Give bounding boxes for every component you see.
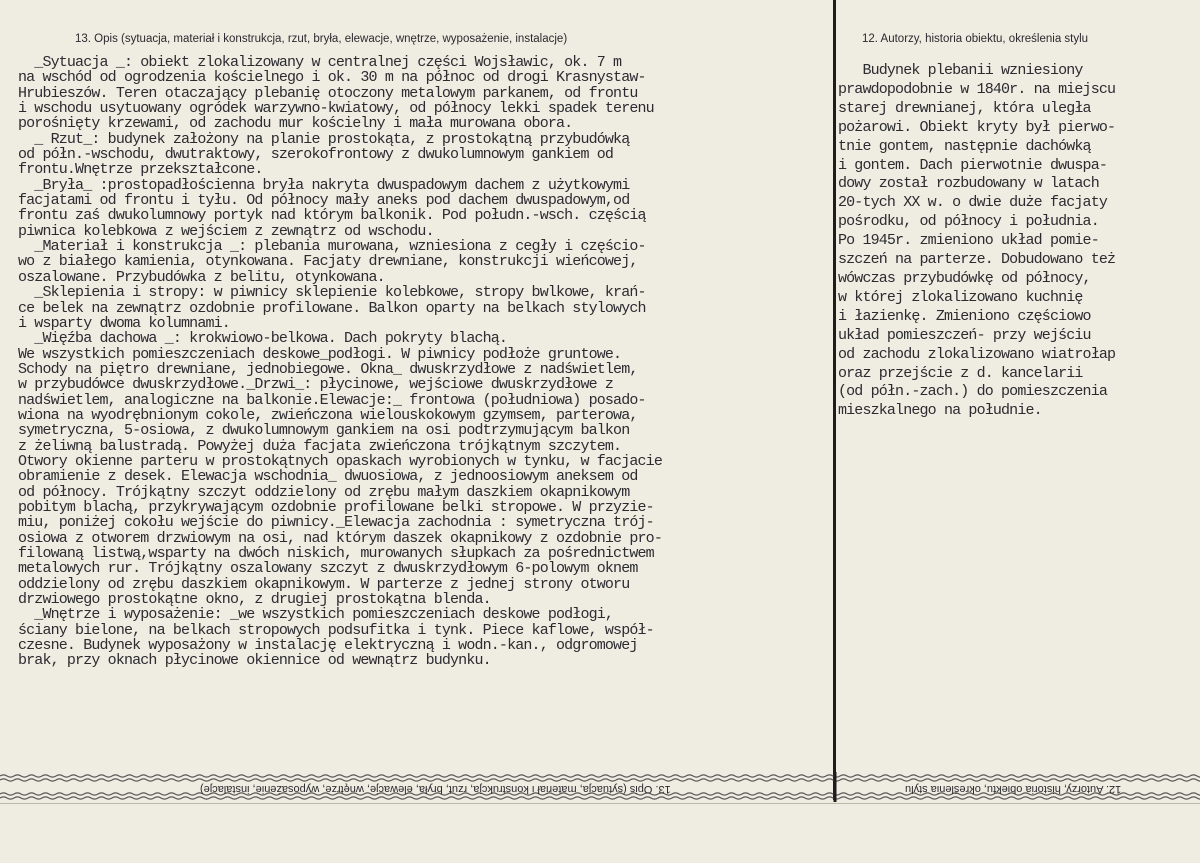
history-line: w której zlokalizowano kuchnię bbox=[838, 288, 1083, 306]
description-line: We wszystkich pomieszczeniach deskowe_podłogi. W piwnicy podłoże gruntowe. bbox=[18, 345, 622, 363]
history-text bbox=[838, 62, 1115, 421]
description-line: oszalowane. Przybudówka z belitu, otynkowana. bbox=[18, 268, 385, 286]
section-12-heading: 12. Autorzy, historia obiektu, określenia stylu bbox=[862, 33, 1089, 45]
history-line: szczeń na parterze. Dobudowano też bbox=[838, 251, 1116, 269]
description-line: porośnięty krzewami, od zachodu mur kościelny i mała murowana obora. bbox=[18, 115, 573, 133]
description-line: _ Rzut_: budynek założony na planie prostokąta, z prostokątną przybudówką bbox=[18, 130, 630, 148]
history-line: mieszkalnego na południe. bbox=[838, 402, 1042, 420]
description-line: wiona na wyodrębnionym cokole, zwieńczona wielouskokowym gzymsem, parterowa, bbox=[18, 406, 638, 424]
history-line: 20-tych XX w. o dwie duże facjaty bbox=[838, 194, 1107, 212]
description-line: frontu.Wnętrze przekształcone. bbox=[18, 161, 263, 179]
history-line: starej drewnianej, która uległa bbox=[838, 99, 1091, 117]
history-line: (od półn.-zach.) do pomieszczenia bbox=[838, 383, 1107, 401]
description-line: _Sklepienia i stropy: w piwnicy sklepienie kolebkowe, stropy bwlkowe, krań- bbox=[18, 284, 646, 302]
description-line: _Sytuacja _: obiekt zlokalizowany w centralnej części Wojsławic, ok. 7 m bbox=[18, 54, 622, 71]
description-line: Schody na piętro drewniane, jednobiegowe. Okna_ dwuskrzydłowe z nadświetlem, bbox=[18, 360, 638, 378]
history-line: oraz przejście z d. kancelarii bbox=[838, 364, 1083, 382]
bottom-rule bbox=[0, 803, 1200, 804]
history-line: pożarowi. Obiekt kryty był pierwo- bbox=[838, 118, 1116, 136]
description-line: na wschód od ogrodzenia kościelnego i ok. 30 m na północ od drogi Krasnystaw- bbox=[18, 69, 646, 87]
description-line: facjatami od frontu i tyłu. Od północy mały aneks pod dachem dwuspadowym,od bbox=[18, 192, 630, 210]
history-line: tnie gontem, następnie dachówką bbox=[838, 137, 1091, 155]
footer-section-12-mirrored: 12. Autorzy, historia obiektu, określenia stylu bbox=[905, 783, 1122, 795]
description-line: z żeliwną balustradą. Powyżej duża facjata zwieńczona trójkątnym szczytem. bbox=[18, 437, 622, 455]
column-divider bbox=[833, 0, 836, 800]
section-13-heading: 13. Opis (sytuacja, materiał i konstrukcja, rzut, bryła, elewacje, wnętrze, wyposażenie, instalacje) bbox=[75, 33, 568, 45]
description-line: miu, poniżej cokołu wejście do piwnicy._Elewacja zachodnia : symetryczna trój- bbox=[18, 514, 654, 532]
history-line: i łazienkę. Zmieniono częściowo bbox=[838, 307, 1091, 325]
history-line: wówczas przybudówkę od północy, bbox=[838, 269, 1091, 287]
description-line: metalowych rur. Trójkątny oszalowany szczyt z dwuskrzydłowym 6-polowym oknem bbox=[18, 560, 638, 578]
description-line: czesne. Budynek wyposażony w instalację elektryczną i wodn.-kan., odgromowej bbox=[18, 637, 638, 655]
history-line: i gontem. Dach pierwotnie dwuspa- bbox=[838, 156, 1107, 174]
description-line: i wschodu usytuowany ogródek warzywno-kwiatowy, od północy lekki spadek terenu bbox=[18, 100, 654, 118]
description-line: piwnica kolebkowa z wejściem z zewnątrz od wschodu. bbox=[18, 222, 434, 240]
history-line: dowy został rozbudowany w latach bbox=[838, 175, 1099, 193]
description-line: wo z białego kamienia, otynkowana. Facjaty drewniane, konstrukcji wieńcowej, bbox=[18, 253, 638, 271]
description-line: ściany bielone, na belkach stropowych podsufitka i tynk. Piece kaflowe, współ- bbox=[18, 621, 654, 639]
description-line: brak, przy oknach płycinowe okiennice od wewnątrz budynku. bbox=[18, 652, 491, 670]
description-line: _Bryła_ :prostopadłościenna bryła nakryta dwuspadowym dachem z użytkowymi bbox=[18, 176, 630, 194]
description-line: Otwory okienne parteru w prostokątnych opaskach wyrobionych w tynku, w facjacie bbox=[18, 452, 662, 470]
footer-section-13-mirrored: 13. Opis (sytuacja, materiał i konstrukcja, rzut, bryła, elewacje, wnętrze, wyposażenie, instalacje) bbox=[200, 783, 671, 795]
history-line: pośrodku, od północy i południa. bbox=[838, 213, 1099, 231]
description-line: _Wnętrze i wyposażenie: _we wszystkich pomieszczeniach deskowe podłogi, bbox=[18, 606, 614, 624]
description-line: drzwiowego prostokątne okno, z drugiej prostokątna blenda. bbox=[18, 591, 491, 609]
description-line: w przybudówce dwuskrzydłowe._Drzwi_: płycinowe, wejściowe dwuskrzydłowe z bbox=[18, 376, 614, 394]
description-line: obramienie z desek. Elewacja wschodnia_ dwuosiowa, z jednoosiowym aneksem od bbox=[18, 468, 638, 486]
description-text bbox=[18, 55, 662, 669]
description-line: _Więźba dachowa _: krokwiowo-belkowa. Dach pokryty blachą. bbox=[18, 330, 508, 348]
description-line: ce belek na zewnątrz ozdobnie profilowane. Balkon oparty na belkach stylowych bbox=[18, 299, 646, 317]
description-line: nadświetlem, analogiczne na balkonie.Elewacje:_ frontowa (południowa) posado- bbox=[18, 391, 646, 409]
description-line: i wsparty dwoma kolumnami. bbox=[18, 314, 230, 332]
description-line: oddzielony od zrębu daszkiem okapnikowym. W parterze z jednej strony otworu bbox=[18, 575, 630, 593]
history-line: od zachodu zlokalizowano wiatrołap bbox=[838, 345, 1116, 363]
history-line: Budynek plebanii wzniesiony bbox=[838, 62, 1083, 79]
description-line: filowaną listwą,wsparty na dwóch niskich, murowanych słupkach za pośrednictwem bbox=[18, 545, 654, 562]
history-line: prawdopodobnie w 1840r. na miejscu bbox=[838, 80, 1116, 98]
description-line: osiowa z otworem drzwiowym na osi, nad którym daszek okapnikowy z ozdobnie pro- bbox=[18, 529, 662, 547]
history-line: Po 1945r. zmieniono układ pomie- bbox=[838, 232, 1099, 250]
description-line: Hrubieszów. Teren otaczający plebanię otoczony metalowym parkanem, od frontu bbox=[18, 84, 638, 102]
description-line: pobitym blachą, przykrywającym ozdobnie profilowane belki stropowe. W przyzie- bbox=[18, 498, 654, 516]
description-line: od północy. Trójkątny szczyt oddzielony od zrębu małym daszkiem okapnikowym bbox=[18, 483, 630, 501]
description-line: frontu zaś dwukolumnowy portyk nad którym balkonik. Pod połudn.-wsch. częścią bbox=[18, 207, 646, 225]
description-line: _Materiał i konstrukcja _: plebania murowana, wzniesiona z cegły i częścio- bbox=[18, 238, 646, 256]
description-line: symetryczna, 5-osiowa, z dwukolumnowym gankiem na osi podtrzymującym balkon bbox=[18, 422, 630, 440]
description-line: od półn.-wschodu, dwutraktowy, szerokofrontowy z dwukolumnowym gankiem od bbox=[18, 146, 614, 164]
history-line: układ pomieszczeń- przy wejściu bbox=[838, 326, 1091, 344]
